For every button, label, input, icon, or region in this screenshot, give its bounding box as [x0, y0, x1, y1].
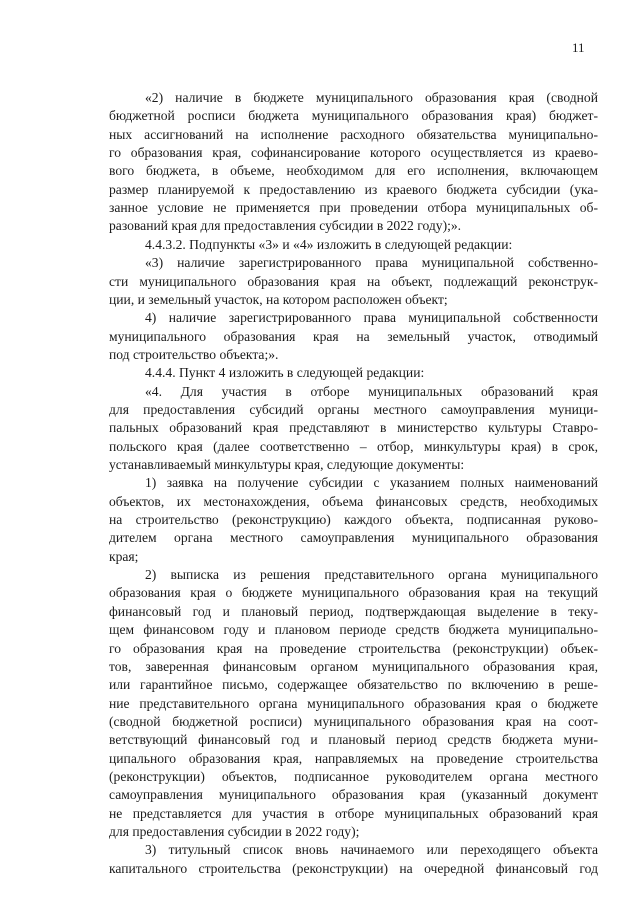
text-line: (реконструкции) объектов, подписанное руководителем органа местного — [109, 768, 598, 784]
text-line: для предоставления субсидии в 2022 году); — [109, 824, 360, 839]
text-line: 1) заявка на получение субсидии с указанием полных наименований — [145, 475, 598, 491]
text-line: тов, заверенная финансовым органом муниципального образования края, — [109, 658, 598, 674]
text-line: или гарантийное письмо, содержащее обязательство по включению в реше- — [109, 677, 598, 693]
text-line: 4.4.4. Пункт 4 изложить в следующей редакции: — [145, 365, 425, 381]
text-line: ных ассигнований на исполнение расходного обязательства муниципально- — [109, 126, 598, 142]
text-line: ние представительного органа муниципального образования края о бюджете — [109, 695, 598, 711]
text-line: для предоставления субсидий органы местного самоуправления муници- — [109, 401, 598, 417]
text-line: польского края (далее соответственно – отбор, минкультуры края) в срок, — [109, 438, 598, 454]
text-line: щем финансовом году и плановом периоде средств бюджета муниципально- — [109, 622, 598, 638]
text-line: устанавливаемый минкультуры края, следующие документы: — [109, 457, 465, 472]
text-line: не представляется для участия в отборе муниципальных образований края — [109, 805, 598, 821]
text-line: 3) титульный список вновь начинаемого или переходящего объекта — [145, 842, 598, 858]
text-line: го образования края на проведение строительства (реконструкции) объек- — [109, 640, 598, 656]
text-line: сти муниципального образования края на объект, подлежащий реконструк- — [109, 273, 598, 289]
text-line: капитального строительства (реконструкции) на очередной финансовый год — [109, 860, 598, 876]
text-line: муниципального образования края на земельный участок, отводимый — [109, 328, 598, 344]
text-line: «3) наличие зарегистрированного права муниципальной собственно- — [145, 255, 598, 271]
text-line: бюджетной росписи бюджета муниципального образования края) бюджет- — [109, 108, 598, 124]
page-number: 11 — [572, 40, 585, 55]
text-line: объектов, их местонахождения, объема финансовых средств, необходимых — [109, 493, 598, 509]
text-line: финансовый год и плановый период, подтверждающая выделение в теку- — [109, 603, 598, 619]
text-line: 4.4.3.2. Подпункты «3» и «4» изложить в следующей редакции: — [145, 236, 513, 252]
text-line: занное условие не применяется при проведении отбора муниципальных об- — [109, 200, 598, 216]
text-line: на строительство (реконструкцию) каждого объекта, подписанная руково- — [109, 512, 598, 528]
text-line: ции, и земельный участок, на котором расположен объект; — [109, 291, 448, 307]
text-line: 4) наличие зарегистрированного права муниципальной собственности — [145, 310, 598, 326]
text-line: края; — [109, 548, 139, 564]
text-line: «2) наличие в бюджете муниципального образования края (сводной — [145, 90, 598, 105]
text-line: дителем органа местного самоуправления муниципального образования — [109, 530, 598, 546]
text-line: под строительство объекта;». — [109, 346, 279, 362]
text-line: размер планируемой к предоставлению из краевого бюджета субсидии (ука- — [109, 181, 598, 197]
text-line: (сводной бюджетной росписи) муниципального образования края на соот- — [109, 713, 598, 729]
text-line: пальных образований края представляют в министерство культуры Ставро- — [109, 420, 598, 436]
text-line: 2) выписка из решения представительного органа муниципального — [145, 567, 598, 583]
text-line: вого бюджета, в объеме, необходимом для его исполнения, включающем — [109, 163, 598, 179]
text-line: разований края для предоставления субсидии в 2022 году);». — [109, 218, 462, 234]
text-line: ципального образования края, направляемых на проведение строительства — [109, 750, 598, 766]
text-line: образования края о бюджете муниципального образования края на текущий — [109, 585, 598, 601]
text-line: самоуправления муниципального образования края (указанный документ — [109, 787, 598, 803]
text-line: «4. Для участия в отборе муниципальных образований края — [145, 383, 598, 399]
text-line: го образования края, софинансирование которого осуществляется из краево- — [109, 145, 598, 161]
text-line: ветствующий финансовый год и плановый период средств бюджета муни- — [109, 732, 598, 748]
